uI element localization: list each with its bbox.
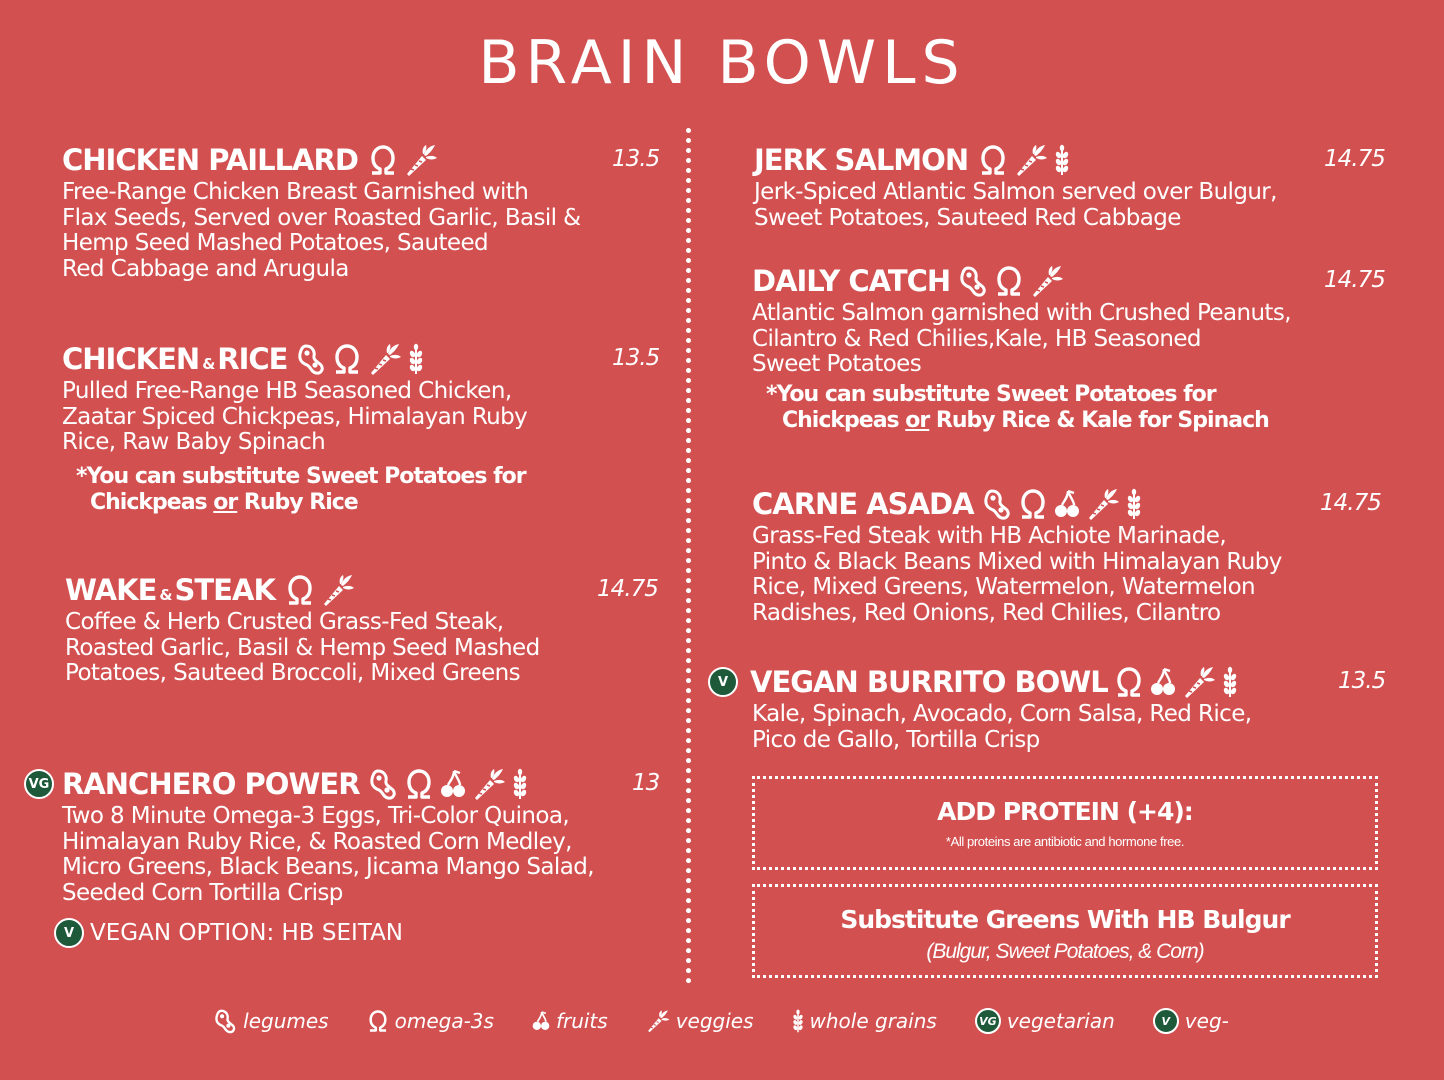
veggies-icon — [1086, 487, 1120, 521]
legend-omega: omega-3s — [367, 1009, 494, 1033]
item-price: 13 — [632, 770, 660, 796]
legumes-icon — [298, 343, 326, 375]
substitution-note: *You can substitute Sweet Potatoes for Chickpeas or Ruby Rice & Kale for Spinach — [766, 381, 1269, 433]
item-name: CARNE ASADA — [752, 487, 974, 521]
vegan-badge: V — [708, 667, 738, 697]
whole-grains-icon — [512, 768, 528, 800]
whole-grains-icon — [1126, 488, 1142, 520]
column-divider — [686, 128, 691, 984]
legend-veggies: veggies — [646, 1009, 754, 1033]
fruits-icon — [532, 1010, 550, 1032]
add-protein-title: ADD PROTEIN (+4): — [937, 797, 1193, 826]
legend-vegetarian: VG vegetarian — [975, 1008, 1115, 1034]
omega-icon — [368, 144, 398, 176]
legumes-icon — [215, 1008, 237, 1034]
omega-icon — [367, 1009, 389, 1033]
menu-item-vegan-burrito-bowl[interactable] — [708, 660, 1384, 753]
item-price: 13.5 — [612, 146, 660, 172]
veggies-icon — [472, 767, 506, 801]
substitute-greens-title: Substitute Greens With HB Bulgur — [840, 905, 1290, 934]
item-price: 14.75 — [1324, 267, 1385, 293]
menu-item-chicken-paillard[interactable] — [62, 138, 662, 282]
omega-icon — [1114, 666, 1144, 698]
legend-vegan: V veg- — [1153, 1008, 1229, 1034]
veggies-icon — [321, 573, 355, 607]
legumes-icon — [960, 265, 988, 297]
veggies-icon — [1182, 665, 1216, 699]
item-price: 13.5 — [612, 345, 660, 371]
item-name: DAILY CATCH — [752, 264, 951, 298]
item-name: WAKE & STEAK — [65, 573, 275, 607]
menu-item-carne-asada[interactable] — [752, 482, 1384, 626]
whole-grains-icon — [408, 343, 424, 375]
legend-whole-grains: whole grains — [792, 1008, 937, 1034]
menu-item-chicken-rice[interactable] — [62, 337, 662, 516]
item-description: Kale, Spinach, Avocado, Corn Salsa, Red Rice, Pico de Gallo, Tortilla Crisp — [752, 701, 1252, 753]
item-description: Two 8 Minute Omega-3 Eggs, Tri-Color Quinoa, Himalayan Ruby Rice, & Roasted Corn Medley, Micro Greens, Black Beans, Jicama Mango Salad, Seeded Corn Tortilla Crisp — [62, 803, 594, 906]
item-price: 14.75 — [1320, 490, 1381, 516]
fruits-icon — [440, 769, 466, 799]
item-description: Free-Range Chicken Breast Garnished with Flax Seeds, Served over Roasted Garlic, Basil & Hemp Seed Mashed Potatoes, Sauteed Red Cabbage and Arugula — [62, 179, 581, 282]
item-name: VEGAN BURRITO BOWL — [750, 665, 1108, 699]
omega-icon — [994, 265, 1024, 297]
veggies-icon — [1030, 264, 1064, 298]
vegetarian-badge: VG — [975, 1008, 1001, 1034]
veggies-icon — [1014, 143, 1048, 177]
menu-item-jerk-salmon[interactable] — [754, 138, 1384, 231]
item-name: RANCHERO POWER — [62, 767, 360, 801]
add-protein-box[interactable] — [752, 776, 1378, 870]
menu-item-daily-catch[interactable] — [752, 259, 1384, 434]
menu-item-wake-steak[interactable] — [65, 568, 665, 687]
legend-legumes: legumes — [215, 1008, 328, 1034]
item-description: Coffee & Herb Crusted Grass-Fed Steak, Roasted Garlic, Basil & Hemp Seed Mashed Potatoes, Sauteed Broccoli, Mixed Greens — [65, 609, 540, 686]
substitute-greens-box[interactable] — [752, 884, 1378, 978]
item-price: 13.5 — [1338, 668, 1386, 694]
vegan-badge: V — [1153, 1008, 1179, 1034]
substitution-note: *You can substitute Sweet Potatoes for Chickpeas or Ruby Rice — [76, 463, 526, 515]
item-price: 14.75 — [1324, 146, 1385, 172]
item-description: Jerk-Spiced Atlantic Salmon served over Bulgur, Sweet Potatoes, Sauteed Red Cabbage — [754, 179, 1277, 231]
veggies-icon — [646, 1009, 670, 1033]
item-description: Grass-Fed Steak with HB Achiote Marinade, Pinto & Black Beans Mixed with Himalayan Ruby Rice, Mixed Greens, Watermelon, Watermelon Radishes, Red Onions, Red Chilies, Cilantro — [752, 523, 1282, 626]
omega-icon — [285, 574, 315, 606]
item-description: Atlantic Salmon garnished with Crushed Peanuts, Cilantro & Red Chilies,Kale, HB Seasoned Sweet Potatoes — [752, 300, 1291, 377]
omega-icon — [1018, 488, 1048, 520]
legend — [0, 1008, 1444, 1034]
item-name: JERK SALMON — [754, 143, 969, 177]
legend-fruits: fruits — [532, 1009, 608, 1033]
add-protein-note: *All proteins are antibiotic and hormone free. — [945, 834, 1185, 849]
omega-icon — [332, 343, 362, 375]
item-price: 14.75 — [597, 576, 658, 602]
legumes-icon — [370, 768, 398, 800]
vegan-badge: V — [54, 918, 84, 948]
legumes-icon — [984, 488, 1012, 520]
omega-icon — [404, 768, 434, 800]
whole-grains-icon — [1054, 144, 1070, 176]
substitute-greens-note: (Bulgur, Sweet Potatoes, & Corn) — [926, 940, 1204, 963]
whole-grains-icon — [792, 1008, 804, 1034]
fruits-icon — [1054, 489, 1080, 519]
omega-icon — [978, 144, 1008, 176]
fruits-icon — [1150, 667, 1176, 697]
vegetarian-badge: VG — [24, 769, 54, 799]
veggies-icon — [368, 342, 402, 376]
veggies-icon — [404, 143, 438, 177]
item-name: CHICKEN & RICE — [62, 342, 288, 376]
page-title: BRAIN BOWLS — [478, 28, 966, 98]
whole-grains-icon — [1222, 666, 1238, 698]
menu-item-ranchero-power[interactable] — [24, 762, 664, 948]
item-name: CHICKEN PAILLARD — [62, 143, 358, 177]
item-description: Pulled Free-Range HB Seasoned Chicken, Zaatar Spiced Chickpeas, Himalayan Ruby Rice, Raw Baby Spinach — [62, 378, 528, 455]
vegan-option: V VEGAN OPTION: HB SEITAN — [24, 918, 664, 948]
